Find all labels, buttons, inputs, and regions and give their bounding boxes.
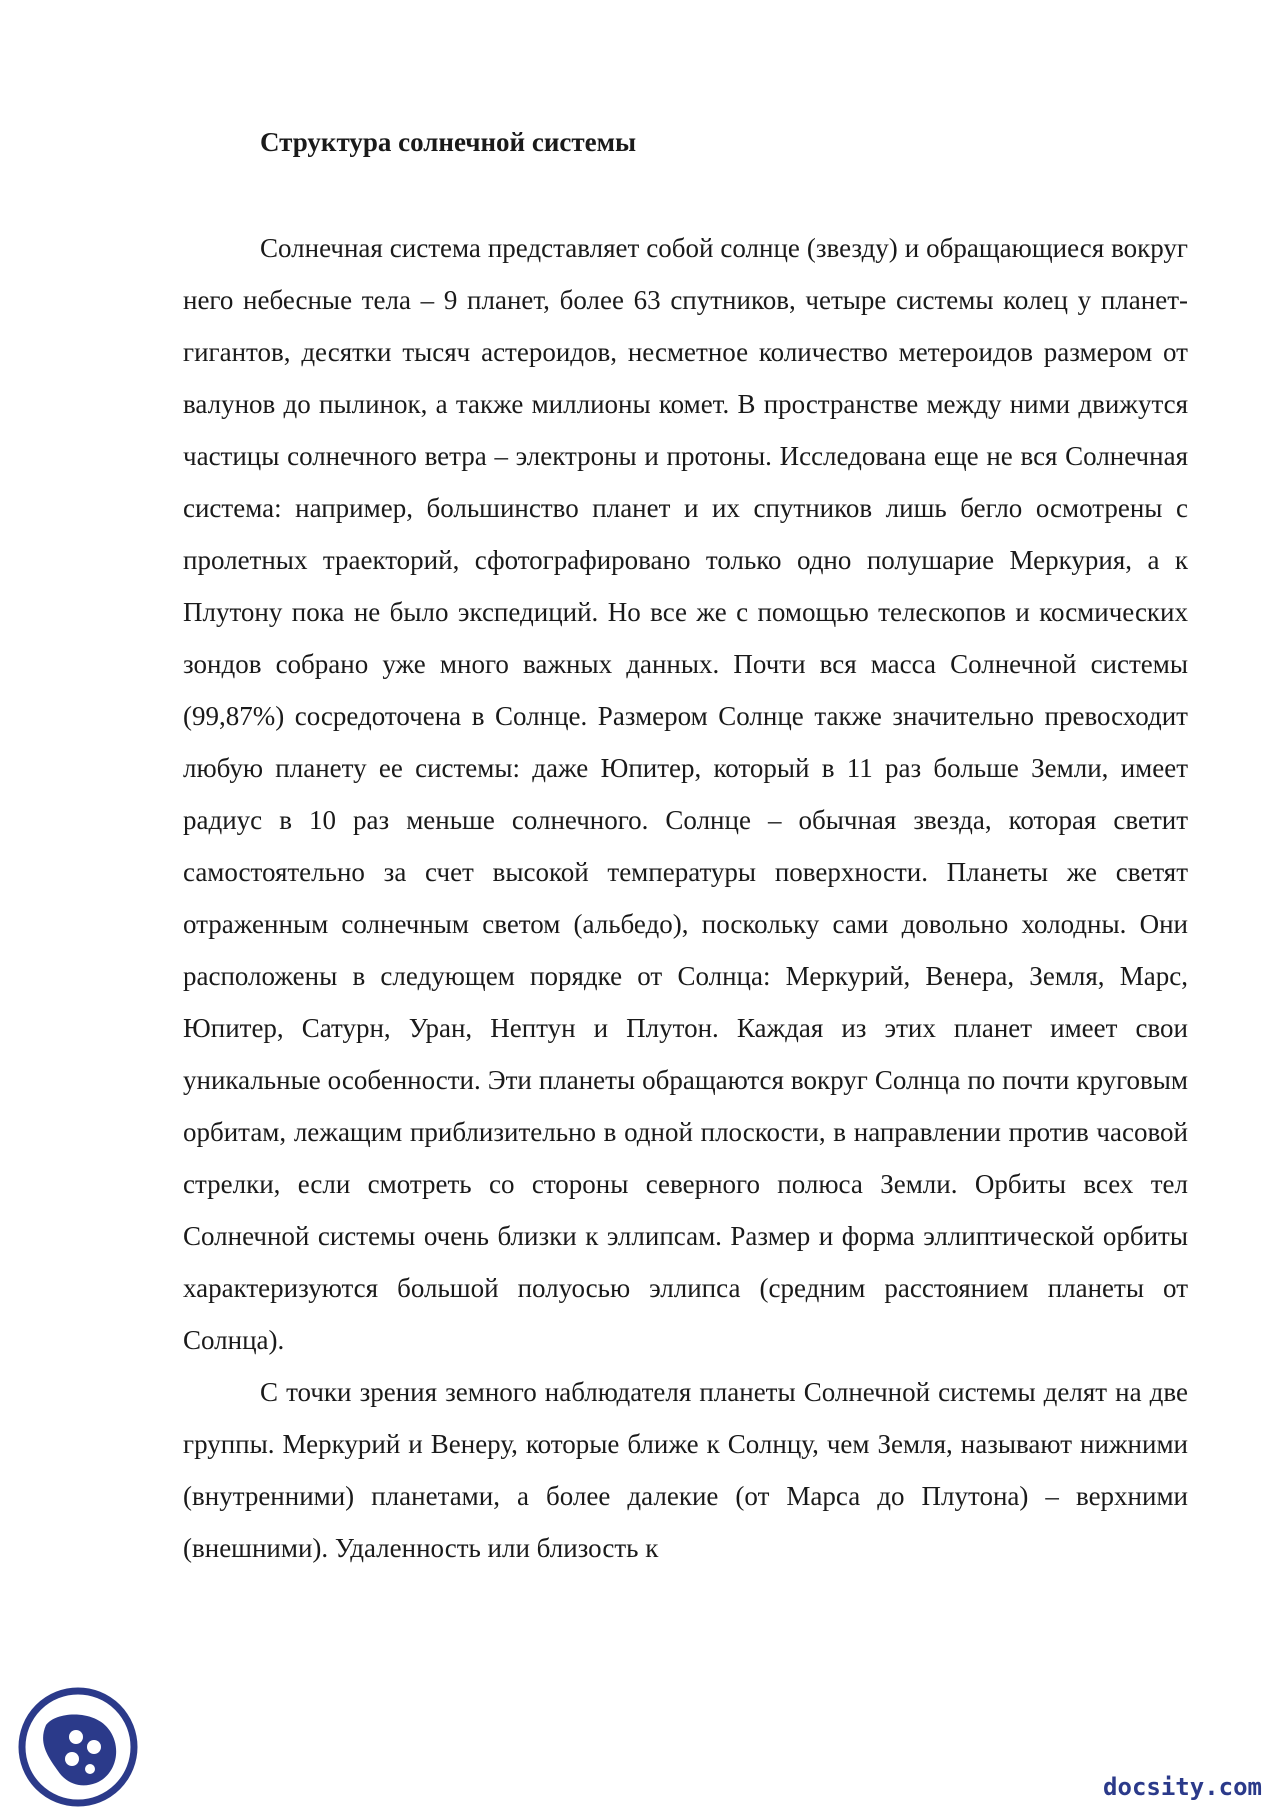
docsity-logo-icon xyxy=(18,1687,138,1807)
paragraph-2: С точки зрения земного наблюдателя планеты Солнечной системы делят на две группы. Меркурий и Венеру, которые ближе к Солнцу, чем Земля, называют нижними (внутренними) планетами, а более далекие (от Марса до Плутона) – верхними (внешними). Удаленность или близость к xyxy=(183,1377,1188,1563)
paragraph-1: Солнечная система представляет собой солнце (звезду) и обращающиеся вокруг него небесные тела – 9 планет, более 63 спутников, четыре системы колец у планет-гигантов, десятки тысяч астероидов, несметное количество метероидов размером от валунов до пылинок, а также миллионы комет. В пространстве между ними движутся частицы солнечного ветра – электроны и протоны. Исследована еще не вся Солнечная система: например, большинство планет и их спутников лишь бегло осмотрены с пролетных траекторий, сфотографировано только одно полушарие Меркурия, а к Плутону пока не было экспедиций. Но все же с помощью телескопов и космических зондов собрано уже много важных данных. Почти вся масса Солнечной системы (99,87%) сосредоточена в Солнце. Размером Солнце также значительно превосходит любую планету ее системы: даже Юпитер, который в 11 раз больше Земли, имеет радиус в 10 раз меньше солнечного. Солнце – обычная звезда, которая светит самостоятельно за счет высокой температуры поверхности. Планеты же светят отраженным солнечным светом (альбедо), поскольку сами довольно холодны. Они расположены в следующем порядке от Солнца: Меркурий, Венера, Земля, Марс, Юпитер, Сатурн, Уран, Нептун и Плутон. Каждая из этих планет имеет свои уникальные особенности. Эти планеты обращаются вокруг Солнца по почти круговым орбитам, лежащим приблизительно в одной плоскости, в направлении против часовой стрелки, если смотреть со стороны северного полюса Земли. Орбиты всех тел Солнечной системы очень близки к эллипсам. Размер и форма эллиптической орбиты характеризуются большой полуосью эллипса (средним расстоянием планеты от Солнца). xyxy=(183,233,1188,1355)
document-title: Структура солнечной системы xyxy=(260,127,637,157)
docsity-watermark[interactable]: docsity.com xyxy=(1103,1773,1262,1801)
document-body xyxy=(183,222,1188,1574)
